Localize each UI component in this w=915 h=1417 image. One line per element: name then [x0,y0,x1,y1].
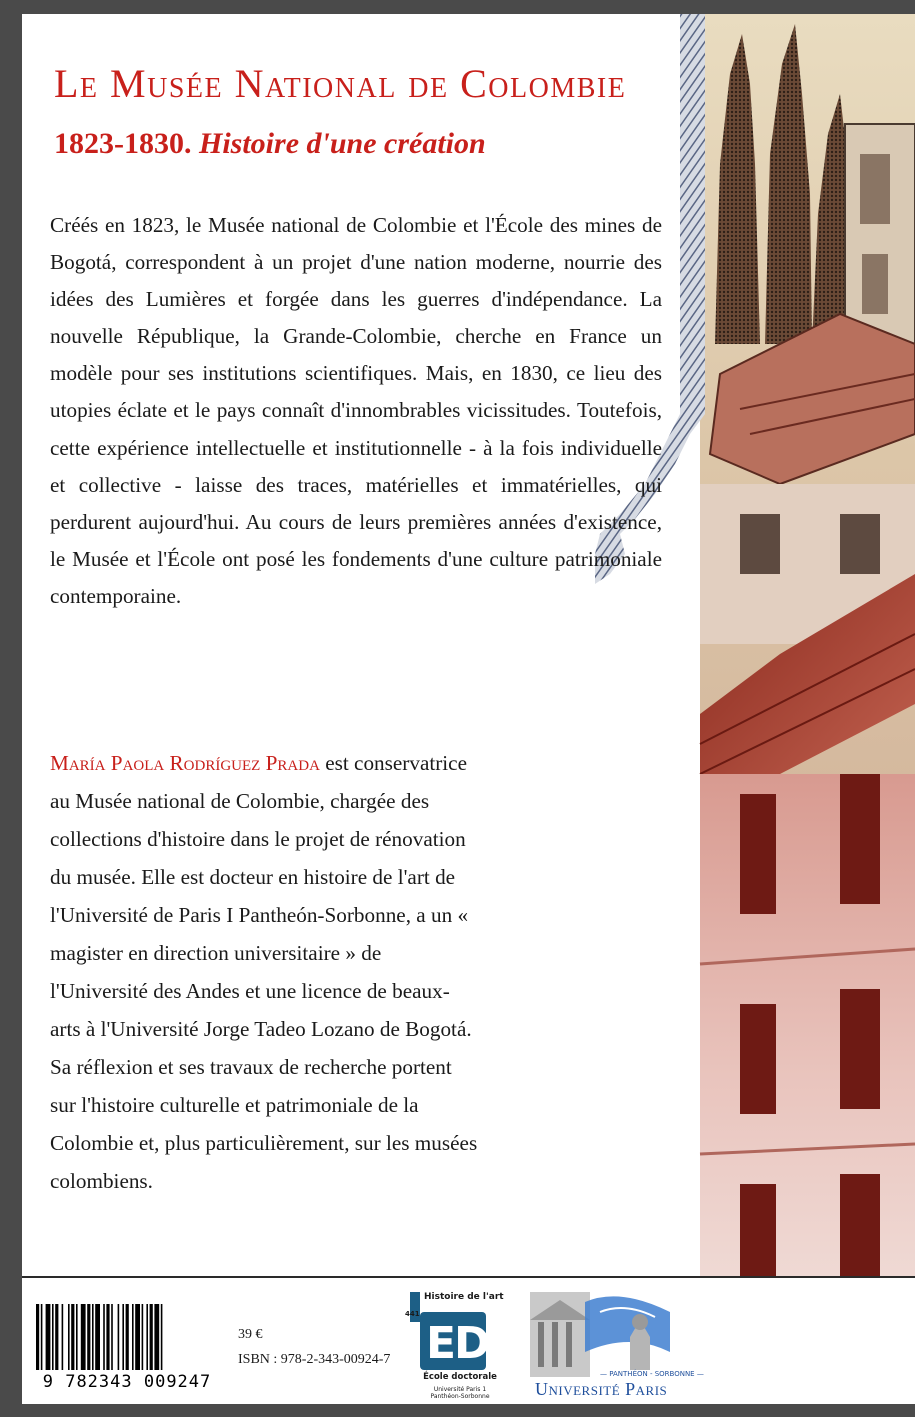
book-title: Le Musée National de Colombie [54,61,627,106]
barcode-bar [161,1304,163,1370]
barcode-bar [122,1304,124,1370]
book-subtitle [54,127,486,161]
barcode-bar [135,1304,140,1370]
barcode-bar [126,1304,129,1370]
barcode-bar [106,1304,109,1370]
barcode-bar [76,1304,78,1370]
barcode-bar [52,1304,54,1370]
barcode-bar [142,1304,144,1370]
barcode-digits: 9 782343 009247 [42,1372,212,1392]
subtitle-history: Histoire d'une création [199,127,486,160]
ed-logo-university: Université Paris 1 Panthéon-Sorbonne [430,1386,490,1400]
barcode-bar [111,1304,113,1370]
ed-logo-number: 441 [405,1310,420,1318]
barcode-bar [62,1304,64,1370]
barcode-bar [95,1304,100,1370]
barcode-bar [146,1304,148,1370]
univ-logo-top: — PANTHÉON - SORBONNE — [600,1370,704,1378]
barcode-bar [71,1304,74,1370]
barcode-bar [92,1304,94,1370]
frame-bottom [0,1404,915,1417]
barcode-bar [103,1304,105,1370]
barcode-bar [36,1304,39,1370]
author-name: María Paola Rodríguez Prada [50,751,320,775]
frame-top [0,0,915,14]
isbn: ISBN : 978-2-343-00924-7 [238,1352,391,1367]
back-cover-blurb: Créés en 1823, le Musée national de Colombie et l'École des mines de Bogotá, correspondent à un projet d'une nation moderne, nourrie des idées des Lumières et forgée dans les guerres d'indépendance. La nouvelle République, la Grande-Colombie, cherche en France un modèle pour ses institutions scientifiques. Mais, en 1830, ce lieu des utopies éclate et le pays connaît d'innombrables vicissitudes. Toutefois, cette expérience intellectuelle et institutionnelle - à la fois individuelle et collective - laisse des traces, matérielles et immatérielles, qui perdurent aujourd'hui. Au cours de leurs premières années d'existence, le Musée et l'École ont posé les fondements d'une culture patrimoniale contemporaine. [50,213,662,608]
barcode-bar [150,1304,153,1370]
barcode-bar [154,1304,159,1370]
barcode-bar [41,1304,43,1370]
bottom-rule [22,1276,915,1278]
barcode-bar [118,1304,120,1370]
barcode-bar [55,1304,58,1370]
ed-logo-letters: ED [426,1318,489,1369]
barcode-bar [46,1304,51,1370]
barcode-bar [87,1304,90,1370]
ed-logo-school: École doctorale [423,1372,497,1382]
cover-illustration [450,14,915,1276]
author-bio [50,744,480,1200]
barcode-bar [132,1304,134,1370]
ed-logo-heading: Histoire de l'art [424,1292,504,1302]
price: 39 € [238,1327,263,1342]
barcode-bar [81,1304,86,1370]
subtitle-years: 1823-1830. [54,127,192,160]
frame-left [0,0,22,1417]
univ-logo-name: Université Paris [535,1379,668,1399]
author-bio-text: est conservatrice au Musée national de Colombie, chargée des collections d'histoire dans le projet de rénovation du musée. Elle est docteur en histoire de l'art de l'Université de Paris I Pantheón-Sorbonne, a un « magister en direction universitaire » de l'Université des Andes et une licence de beaux-arts à l'Université Jorge Tadeo Lozano de Bogotá. Sa réflexion et ses travaux de recherche portent sur l'histoire culturelle et patrimoniale de la Colombie et, plus particulièrement, sur les musées colombiens. [50,751,478,1193]
barcode-bar [68,1304,70,1370]
